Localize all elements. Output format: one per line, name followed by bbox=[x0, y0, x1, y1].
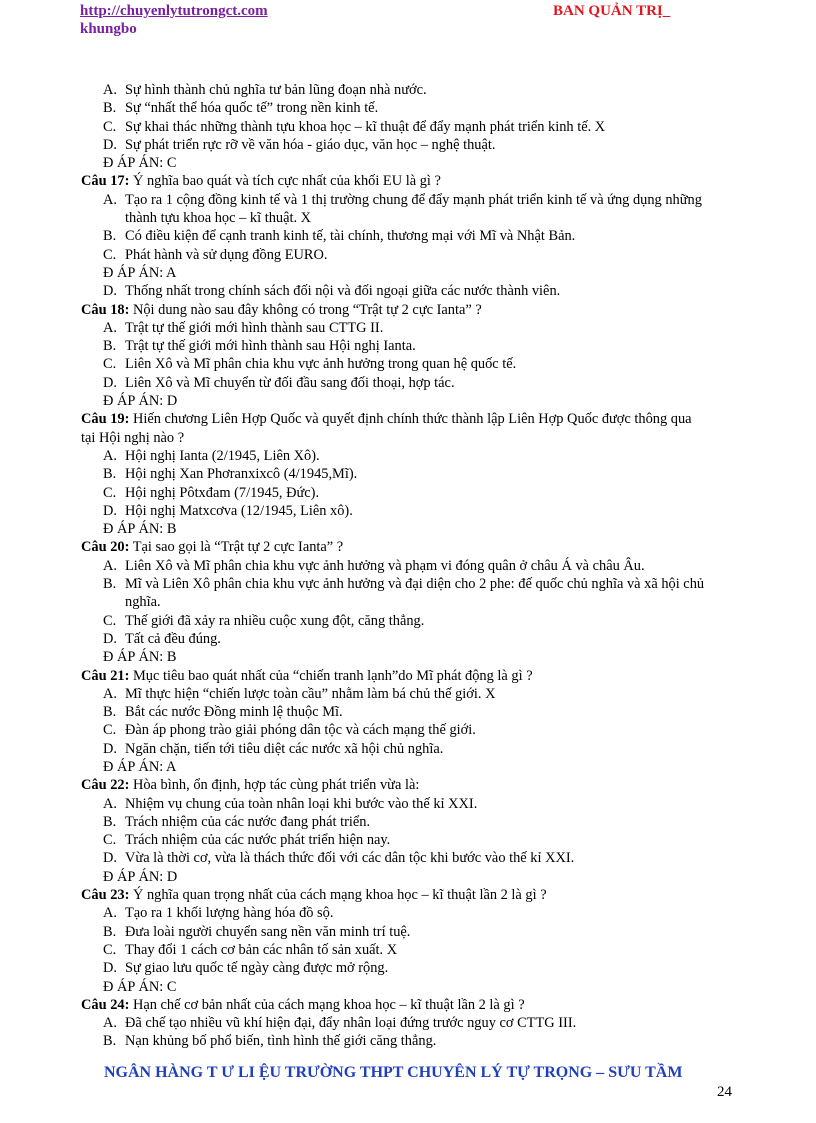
answer-key: Đ ÁP ÁN: B bbox=[103, 649, 177, 666]
answer-option bbox=[0, 99, 816, 117]
option-letter: C. bbox=[103, 118, 117, 135]
option-letter: C. bbox=[103, 941, 117, 958]
option-letter: D. bbox=[103, 136, 117, 153]
option-text: Liên Xô và Mĩ chuyển từ đối đầu sang đối thoại, hợp tác. bbox=[125, 374, 455, 391]
option-text: Trách nhiệm của các nước đang phát triển. bbox=[125, 813, 371, 830]
option-letter: C. bbox=[103, 612, 117, 629]
option-letter: C. bbox=[103, 722, 117, 739]
header-subtitle: khungbo bbox=[80, 21, 137, 37]
answer-option bbox=[0, 282, 816, 300]
answer-option bbox=[0, 374, 816, 392]
question-text: Hòa bình, ổn định, hợp tác cùng phát triển vừa là: bbox=[129, 777, 420, 794]
option-text: Sự phát triển rực rỡ về văn hóa - giáo dục, văn học – nghệ thuật. bbox=[125, 136, 496, 153]
option-letter: B. bbox=[103, 813, 117, 830]
option-text: Hội nghị Matxcơva (12/1945, Liên xô). bbox=[125, 502, 353, 519]
header-admin-label: BAN QUẢN TRỊ_ bbox=[553, 3, 671, 19]
option-text: Sự giao lưu quốc tế ngày càng được mở rộng. bbox=[125, 960, 389, 977]
option-continuation: thành tựu khoa học – kĩ thuật. X bbox=[125, 210, 312, 227]
option-text: Thay đổi 1 cách cơ bản các nhân tố sản xuất. X bbox=[125, 941, 398, 958]
option-text: Tạo ra 1 khối lượng hàng hóa đồ sộ. bbox=[125, 905, 334, 922]
question-text: Hạn chế cơ bản nhất của cách mạng khoa học – kĩ thuật lần 2 là gì ? bbox=[129, 996, 525, 1013]
option-letter: C. bbox=[103, 484, 117, 501]
question bbox=[0, 776, 816, 794]
answer-option bbox=[0, 191, 816, 209]
answer-option bbox=[0, 685, 816, 703]
question bbox=[0, 996, 816, 1014]
option-text: Tất cả đều đúng. bbox=[125, 630, 221, 647]
page-number: 24 bbox=[717, 1084, 732, 1100]
answer-key: Đ ÁP ÁN: B bbox=[103, 521, 177, 538]
answer-option bbox=[0, 923, 816, 941]
answer-option bbox=[0, 941, 816, 959]
answer-key: Đ ÁP ÁN: C bbox=[103, 978, 177, 995]
option-text: Sự khai thác những thành tựu khoa học – kĩ thuật để đẩy mạnh phát triển kinh tế. X bbox=[125, 118, 606, 135]
option-text: Sự “nhất thể hóa quốc tế” trong nền kinh tế. bbox=[125, 100, 379, 117]
answer-option bbox=[0, 447, 816, 465]
option-letter: C. bbox=[103, 832, 117, 849]
header-link[interactable]: http://chuyenlytutrongct.com bbox=[80, 3, 268, 19]
answer-key: Đ ÁP ÁN: D bbox=[103, 868, 178, 885]
option-text: Hội nghị Ianta (2/1945, Liên Xô). bbox=[125, 447, 320, 464]
answer-key: Đ ÁP ÁN: C bbox=[103, 155, 177, 172]
answer-option bbox=[0, 465, 816, 483]
footer-title: NGÂN HÀNG T Ư LI ỆU TRƯỜNG THPT CHUYÊN LÝ TỰ TRỌNG – SƯU TẦM bbox=[104, 1064, 683, 1081]
answer-option bbox=[0, 1014, 816, 1032]
option-continuation: nghĩa. bbox=[125, 594, 161, 611]
option-letter: D. bbox=[103, 630, 117, 647]
question-text: Tại sao gọi là “Trật tự 2 cực Ianta” ? bbox=[129, 539, 344, 556]
option-letter: D. bbox=[103, 283, 117, 300]
option-text: Đã chế tạo nhiều vũ khí hiện đại, đẩy nhân loại đứng trước nguy cơ CTTG III. bbox=[125, 1015, 577, 1032]
question-label: Câu 18: bbox=[81, 301, 130, 318]
option-letter: A. bbox=[103, 557, 117, 574]
option-letter: B. bbox=[103, 466, 117, 483]
answer-option bbox=[0, 319, 816, 337]
option-letter: A. bbox=[103, 82, 117, 98]
answer-key: Đ ÁP ÁN: A bbox=[103, 264, 177, 281]
answer-option bbox=[0, 81, 816, 99]
option-letter: D. bbox=[103, 850, 117, 867]
answer-key: Đ ÁP ÁN: D bbox=[103, 393, 178, 410]
question bbox=[0, 301, 816, 319]
question-text: Ý nghĩa quan trọng nhất của cách mạng khoa học – kĩ thuật lần 2 là gì ? bbox=[129, 887, 547, 904]
answer-option bbox=[0, 575, 816, 593]
option-letter: A. bbox=[103, 1015, 117, 1032]
answer-option bbox=[0, 355, 816, 373]
option-letter: D. bbox=[103, 502, 117, 519]
question-text: Hiến chương Liên Hợp Quốc và quyết định chính thức thành lập Liên Hợp Quốc được thông qua bbox=[129, 411, 692, 428]
option-letter: A. bbox=[103, 685, 117, 702]
question-label: Câu 20: bbox=[81, 539, 130, 556]
option-text: Nhiệm vụ chung của toàn nhân loại khi bước vào thế kỉ XXI. bbox=[125, 795, 478, 812]
question-text: Ý nghĩa bao quát và tích cực nhất của khối EU là gì ? bbox=[129, 173, 441, 190]
answer-option bbox=[0, 502, 816, 520]
answer-option bbox=[0, 795, 816, 813]
question-label: Câu 19: bbox=[81, 411, 130, 428]
option-letter: A. bbox=[103, 191, 117, 208]
question-label: Câu 23: bbox=[81, 887, 130, 904]
option-text: Mĩ và Liên Xô phân chia khu vực ảnh hưởng và đại diện cho 2 phe: đế quốc chủ nghĩa và xã hội chủ bbox=[125, 576, 705, 593]
option-text: Bắt các nước Đồng minh lệ thuộc Mĩ. bbox=[125, 704, 343, 721]
question-label: Câu 17: bbox=[81, 173, 130, 190]
answer-option bbox=[0, 813, 816, 831]
option-letter: A. bbox=[103, 447, 117, 464]
option-text: Thế giới đã xảy ra nhiều cuộc xung đột, căng thẳng. bbox=[125, 612, 425, 629]
answer-option bbox=[0, 740, 816, 758]
option-text: Đàn áp phong trào giải phóng dân tộc và cách mạng thế giới. bbox=[125, 722, 476, 739]
option-text: Hội nghị Pôtxđam (7/1945, Đức). bbox=[125, 484, 320, 501]
question bbox=[0, 886, 816, 904]
option-letter: C. bbox=[103, 356, 117, 373]
answer-option bbox=[0, 337, 816, 355]
option-text: Trách nhiệm của các nước phát triển hiện nay. bbox=[125, 832, 391, 849]
option-letter: A. bbox=[103, 319, 117, 336]
option-text: Thống nhất trong chính sách đối nội và đối ngoại giữa các nước thành viên. bbox=[125, 283, 561, 300]
answer-option bbox=[0, 118, 816, 136]
option-text: Ngăn chặn, tiến tới tiêu diệt các nước xã hội chủ nghĩa. bbox=[125, 740, 444, 757]
answer-option bbox=[0, 557, 816, 575]
answer-option bbox=[0, 703, 816, 721]
option-text: Nạn khủng bố phổ biến, tình hình thế giới căng thẳng. bbox=[125, 1033, 437, 1050]
option-text: Đưa loài người chuyển sang nền văn minh trí tuệ. bbox=[125, 923, 411, 940]
option-text: Phát hành và sử dụng đồng EURO. bbox=[125, 246, 328, 263]
option-text: Vừa là thời cơ, vừa là thách thức đối với các dân tộc khi bước vào thế kỉ XXI. bbox=[125, 850, 575, 867]
option-letter: B. bbox=[103, 576, 117, 593]
option-letter: D. bbox=[103, 960, 117, 977]
question-continuation: tại Hội nghị nào ? bbox=[81, 429, 185, 446]
answer-option bbox=[0, 484, 816, 502]
answer-option bbox=[0, 227, 816, 245]
option-text: Có điều kiện để cạnh tranh kinh tế, tài chính, thương mại với Mĩ và Nhật Bản. bbox=[125, 228, 576, 245]
question-label: Câu 22: bbox=[81, 777, 130, 794]
question bbox=[0, 538, 816, 556]
question-text: Nội dung nào sau đây không có trong “Trật tự 2 cực Ianta” ? bbox=[129, 301, 482, 318]
option-text: Sự hình thành chủ nghĩa tư bản lũng đoạn nhà nước. bbox=[125, 82, 427, 98]
option-text: Liên Xô và Mĩ phân chia khu vực ảnh hưởng trong quan hệ quốc tế. bbox=[125, 356, 517, 373]
question bbox=[0, 172, 816, 190]
option-letter: D. bbox=[103, 740, 117, 757]
option-letter: B. bbox=[103, 923, 117, 940]
answer-option bbox=[0, 246, 816, 264]
question bbox=[0, 410, 816, 428]
question bbox=[0, 667, 816, 685]
option-text: Hội nghị Xan Phơranxixcô (4/1945,Mĩ). bbox=[125, 466, 358, 483]
option-letter: A. bbox=[103, 905, 117, 922]
question-label: Câu 21: bbox=[81, 667, 130, 684]
answer-option bbox=[0, 612, 816, 630]
option-letter: D. bbox=[103, 374, 117, 391]
answer-option bbox=[0, 1032, 816, 1050]
answer-option bbox=[0, 959, 816, 977]
option-letter: B. bbox=[103, 228, 117, 245]
answer-option bbox=[0, 630, 816, 648]
option-text: Mĩ thực hiện “chiến lược toàn cầu” nhằm làm bá chủ thế giới. X bbox=[125, 685, 496, 702]
answer-option bbox=[0, 904, 816, 922]
option-letter: B. bbox=[103, 100, 117, 117]
question-text: Mục tiêu bao quát nhất của “chiến tranh lạnh”do Mĩ phát động là gì ? bbox=[129, 667, 533, 684]
option-letter: B. bbox=[103, 338, 117, 355]
answer-option bbox=[0, 831, 816, 849]
option-text: Tạo ra 1 cộng đồng kinh tế và 1 thị trường chung để đẩy mạnh phát triển kinh tế và ứng dụng những bbox=[125, 191, 702, 208]
answer-option bbox=[0, 849, 816, 867]
answer-option bbox=[0, 136, 816, 154]
answer-key: Đ ÁP ÁN: A bbox=[103, 758, 177, 775]
option-text: Trật tự thế giới mới hình thành sau Hội nghị Ianta. bbox=[125, 338, 416, 355]
option-text: Trật tự thế giới mới hình thành sau CTTG II. bbox=[125, 319, 384, 336]
option-letter: C. bbox=[103, 246, 117, 263]
question-label: Câu 24: bbox=[81, 996, 130, 1013]
option-letter: B. bbox=[103, 704, 117, 721]
answer-option bbox=[0, 721, 816, 739]
option-letter: A. bbox=[103, 795, 117, 812]
option-text: Liên Xô và Mĩ phân chia khu vực ảnh hưởng và phạm vi đóng quân ở châu Á và châu Âu. bbox=[125, 557, 645, 574]
document-body bbox=[0, 81, 816, 1051]
option-letter: B. bbox=[103, 1033, 117, 1050]
